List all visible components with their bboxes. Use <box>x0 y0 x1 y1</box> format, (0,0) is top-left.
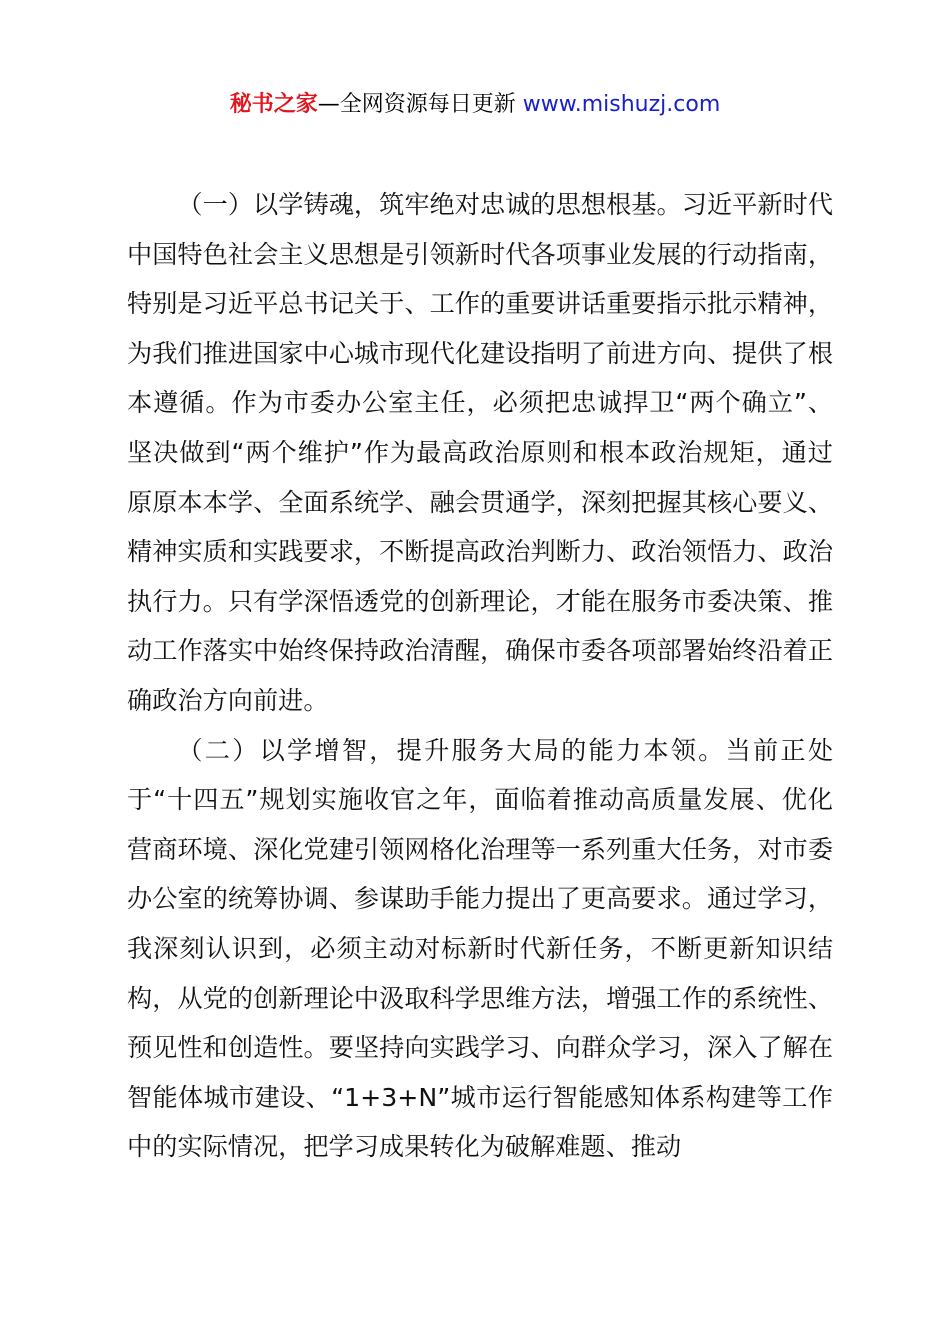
paragraph-2: （二）以学增智，提升服务大局的能力本领。当前正处于“十四五”规划实施收官之年，面临着推动高质量发展、优化营商环境、深化党建引领网格化治理等一系列重大任务，对市委办公室的统筹协调、参谋助手能力提出了更高要求。通过学习，我深刻认识到，必须主动对标新时代新任务，不断更新知识结构，从党的创新理论中汲取科学思维方法，增强工作的系统性、预见性和创造性。要坚持向实践学习、向群众学习，深入了解在智能体城市建设、“1+3+N”城市运行智能感知体系构建等工作中的实际情况，把学习成果转化为破解难题、推动 <box>127 735 833 1162</box>
header-tagline: —全网资源每日更新 <box>317 92 523 117</box>
paragraph-1: （一）以学铸魂，筑牢绝对忠诚的思想根基。习近平新时代中国特色社会主义思想是引领新时代各项事业发展的行动指南，特别是习近平总书记关于、工作的重要讲话重要指示批示精神，为我们推进国家中心城市现代化建设指明了前进方向、提供了根本遵循。作为市委办公室主任，必须把忠诚捍卫“两个确立”、坚决做到“两个维护”作为最高政治原则和根本政治规矩，通过原原本本学、全面系统学、融会贯通学，深刻把握其核心要义、精神实质和实践要求，不断提高政治判断力、政治领悟力、政治执行力。只有学深悟透党的创新理论，才能在服务市委决策、推动工作落实中始终保持政治清醒，确保市委各项部署始终沿着正确政治方向前进。 <box>127 190 833 715</box>
header-url-link[interactable]: www.mishuzj.com <box>522 92 721 117</box>
document-body <box>127 180 833 1172</box>
header-brand: 秘书之家 <box>229 92 318 117</box>
page-header <box>0 88 950 122</box>
